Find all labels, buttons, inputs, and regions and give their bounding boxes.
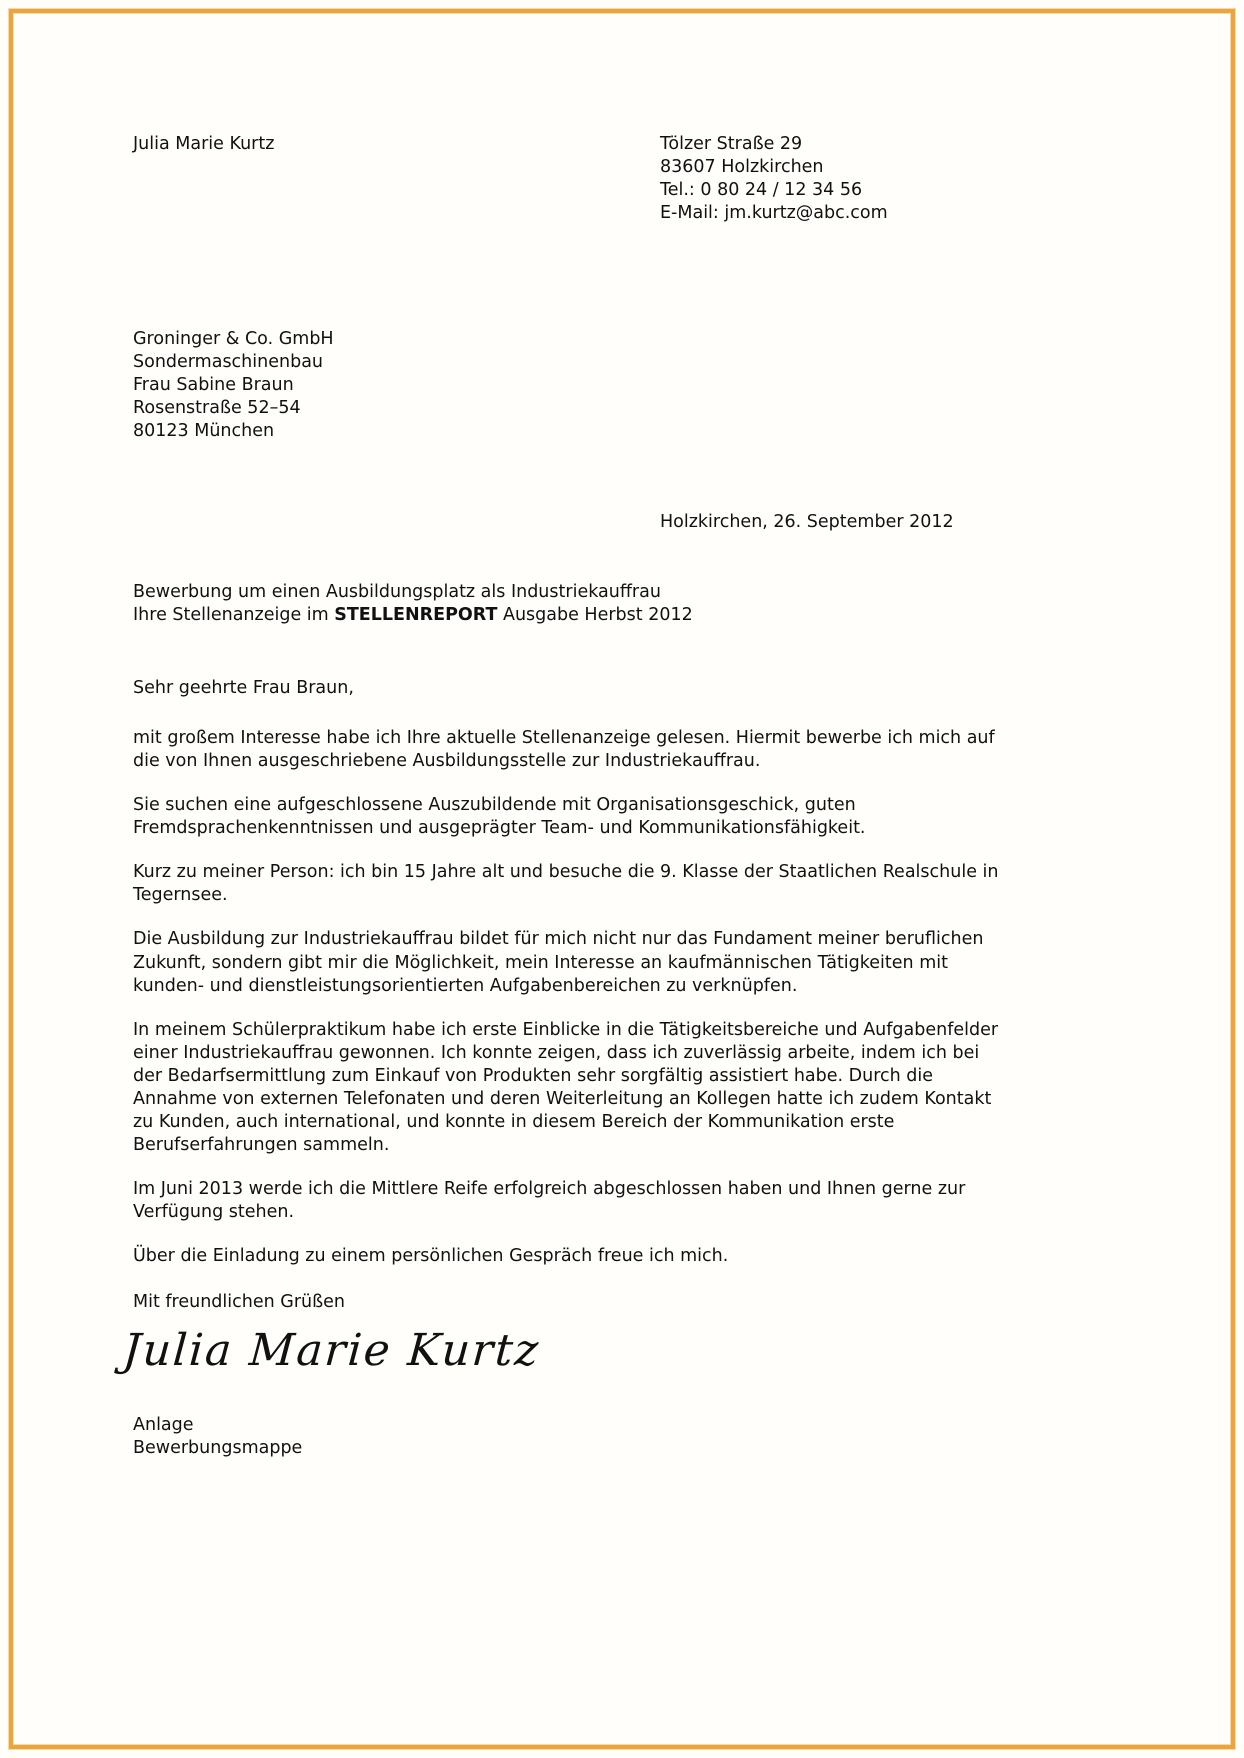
date-row bbox=[133, 511, 1003, 534]
recipient-line: Rosenstraße 52–54 bbox=[133, 398, 301, 419]
sender-address-line: Tölzer Straße 29 bbox=[660, 134, 803, 154]
salutation: Sehr geehrte Frau Braun, bbox=[133, 677, 354, 698]
recipient-address bbox=[133, 328, 1003, 443]
body-paragraph: Die Ausbildung zur Industriekauffrau bildet für mich nicht nur das Fundament meiner beruflichen Zukunft, sondern gibt mir die Möglichkeit, mein Interesse an kaufmännischen Tätigkeiten mit kunden- und dienstleistungsorientierten Aufgabenbereichen zu verknüpfen. bbox=[133, 929, 984, 996]
closing-line: Mit freundlichen Grüßen bbox=[133, 1291, 345, 1312]
body-paragraph: mit großem Interesse habe ich Ihre aktuelle Stellenanzeige gelesen. Hiermit bewerbe ich mich auf die von Ihnen ausgeschriebene Ausbildungsstelle zur Industriekauffrau. bbox=[133, 727, 995, 771]
body-paragraph: Sie suchen eine aufgeschlossene Auszubildende mit Organisationsgeschick, guten Fremdsprachenkenntnissen und ausgeprägter Team- und Kommunikationsfähigkeit. bbox=[133, 795, 866, 839]
subject-line-2 bbox=[133, 604, 1003, 627]
sender-address bbox=[660, 133, 888, 225]
enclosure-item: Bewerbungsmappe bbox=[133, 1437, 303, 1458]
recipient-line: 80123 München bbox=[133, 421, 275, 442]
subject-block bbox=[133, 581, 1003, 627]
recipient-line: Sondermaschinenbau bbox=[133, 352, 324, 373]
letter-body bbox=[133, 727, 1003, 1269]
enclosure-label: Anlage bbox=[133, 1414, 194, 1435]
recipient-line: Frau Sabine Braun bbox=[133, 375, 294, 396]
body-paragraph: In meinem Schülerpraktikum habe ich erste Einblicke in die Tätigkeitsbereiche und Aufgabenfelder einer Industriekauffrau gewonnen. Ich konnte zeigen, dass ich zuverlässig arbeite, indem ich bei der Bedarfsermittlung zum Einkauf von Produkten sehr sorgfältig assistiert habe. Durch die Annahme von externen Telefonaten und deren Weiterleitung an Kollegen hatte ich zudem Kontakt zu Kunden, auch international, und konnte in diesem Bereich der Kommunikation erste Berufserfahrungen sammeln. bbox=[133, 1019, 999, 1156]
sender-address-line: Tel.: 0 80 24 / 12 34 56 bbox=[660, 180, 863, 201]
recipient-line: Groninger & Co. GmbH bbox=[133, 329, 334, 349]
letter-content bbox=[121, 133, 1003, 1460]
date-line: Holzkirchen, 26. September 2012 bbox=[660, 512, 954, 533]
subject-line-1: Bewerbung um einen Ausbildungsplatz als Industriekauffrau bbox=[133, 581, 661, 602]
body-paragraph: Kurz zu meiner Person: ich bin 15 Jahre alt und besuche die 9. Klasse der Staatlichen Realschule in Tegernsee. bbox=[133, 862, 999, 906]
sender-address-line: 83607 Holzkirchen bbox=[660, 157, 824, 178]
body-paragraph: Über die Einladung zu einem persönlichen Gespräch freue ich mich. bbox=[133, 1246, 729, 1267]
subject-line-2-prefix: Ihre Stellenanzeige im bbox=[133, 604, 335, 625]
subject-line-2-suffix: Ausgabe Herbst 2012 bbox=[497, 604, 693, 625]
body-paragraph: Im Juni 2013 werde ich die Mittlere Reife erfolgreich abgeschlossen haben und Ihnen gerne zur Verfügung stehen. bbox=[133, 1179, 966, 1223]
letter-head bbox=[133, 133, 1003, 227]
sender-name: Julia Marie Kurtz bbox=[133, 134, 275, 154]
enclosure-block bbox=[133, 1414, 1003, 1460]
subject-line-2-publication: STELLENREPORT bbox=[334, 604, 498, 625]
signature: Julia Marie Kurtz bbox=[121, 1324, 542, 1376]
sender-email-line: E-Mail: jm.kurtz@abc.com bbox=[660, 203, 888, 224]
